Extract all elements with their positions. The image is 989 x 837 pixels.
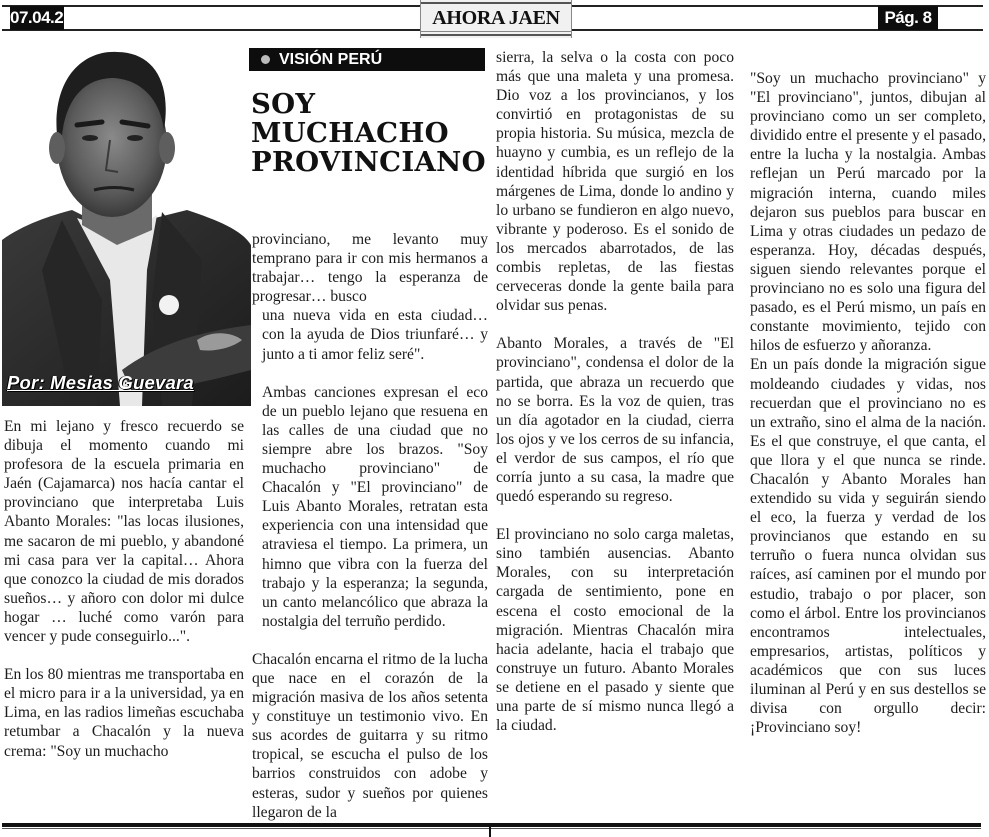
paragraph: provinciano, me levanto muy temprano para ir con mis hermanos a trabajar… tengo la esperanza de progresar… busco (252, 231, 488, 306)
article-column-1 (4, 417, 244, 761)
column-divider-tick (489, 827, 491, 837)
section-label: VISIÓN PERÚ (279, 51, 383, 68)
paragraph: El provinciano no solo carga maletas, sino también ausencias. Abanto Morales, con su interpretación cargada de sentimiento, pone en escena el costo emocional de la migración. Mientras Chacalón mira hacia adelante, hacia el trabajo que construye un futuro. Abanto Morales se detiene en el pasado y siente que una parte de sí mismo nunca llegó a la ciudad. (496, 526, 734, 735)
page-number: Pág. 8 (878, 6, 938, 30)
paragraph: Abanto Morales, a través de "El provinciano", condensa el dolor de la partida, que abraza un recuerdo que no se borra. Es la voz de quien, tras un día agotador en la ciudad, cierra los ojos y ve los cerros de su infancia, el verdor de sus campos, el río que corría junto a su casa, la madre que quedó esperando su regreso. (496, 335, 734, 506)
paragraph: una nueva vida en esta ciudad… con la ayuda de Dios triunfaré… y junto a ti amor feliz seré". (262, 307, 488, 363)
masthead (420, 0, 572, 38)
article-column-3 (496, 48, 734, 735)
article-column-4 (750, 69, 986, 737)
paragraph: En mi lejano y fresco recuerdo se dibuja el momento cuando mi profesora de la escuela primaria en Jaén (Cajamarca) nos hacía cantar el provinciano que interpretaba Luis Abanto Morales: "las locas ilusiones, me sacaron de mi pueblo, y abandoné mi casa para ver la capital… Ahora que conozco la ciudad de mis dorados sueños… y añoro con dolor mi dulce hogar … luché como varón para vencer y pude conseguirlo...". (4, 418, 244, 646)
paragraph: "Soy un muchacho provinciano" y "El provinciano", juntos, dibujan al provinciano como un ser completo, dividido entre el presente y el pasado, entre la lucha y la nostalgia. Ambas reflejan un Perú marcado por la migración interna, cuando miles dejaron sus pueblos para buscar en Lima y otras ciudades un pedazo de esperanza. Hoy, décadas después, siguen siendo relevantes porque el provinciano no es solo una figura del pasado, es el Perú mismo, un país en constante movimiento, tejido con hilos de esfuerzo y añoranza. (750, 70, 986, 355)
paragraph: Ambas canciones expresan el eco de un pueblo lejano que resuena en las calles de una ciudad que no siempre abre los brazos. "Soy muchacho provinciano" de Chacalón y "El provinciano" de Luis Abanto Morales, retratan esta experiencia con una intensidad que atraviesa el tiempo. La primera, un himno que vibra con la fuerza del trabajo y la esperanza; la segunda, un canto melancólico que abraza la nostalgia del terruño perdido. (262, 383, 488, 630)
publication-name: AHORA JAEN (432, 7, 560, 29)
headline-line: MUCHACHO (251, 117, 449, 149)
author-photo (2, 40, 251, 406)
issue-date: 07.04.25 (10, 6, 64, 30)
footer-rule-thin (2, 828, 981, 829)
article-headline (251, 90, 491, 177)
portrait-illustration (2, 40, 251, 406)
section-tag (249, 48, 485, 71)
footer-rule (2, 823, 981, 827)
paragraph: Chacalón encarna el ritmo de la lucha que nace en el corazón de la migración masiva de los años setenta y constituye un testimonio vivo. En sus acordes de guitarra y su ritmo tropical, se escucha el pulso de los barrios construidos con adobe y esteras, sudor y sueños por quienes llegaron de la (252, 650, 488, 821)
masthead-rule (421, 34, 571, 36)
bullet-icon (261, 55, 270, 64)
paragraph: En los 80 mientras me transportaba en el micro para ir a la universidad, ya en Lima, en las radios limeñas escuchaba retumbar a Chacalón y la nueva crema: "Soy un muchacho (4, 666, 244, 760)
paragraph: En un país donde la migración sigue moldeando ciudades y vidas, nos recuerdan que el provinciano no es un extraño, sino el alma de la nación. Es el que construye, el que canta, el que llora y el que nunca se rinde. Chacalón y Abanto Morales han extendido su vida y seguirán siendo el eco, la fuerza y verdad de los provincianos que estando en su terruño o fuera nunca olvidan sus raíces, así caminen por el mundo por estudio, trabajo o por placer, son como el árbol. Entre los provincianos encontramos intelectuales, empresarios, artistas, políticos y académicos que con sus luces iluminan al Perú y en sus destellos se divisa con orgullo decir: ¡Provinciano soy! (750, 356, 986, 737)
headline-line: PROVINCIANO (251, 146, 486, 178)
masthead-rule (421, 2, 571, 4)
article-column-2 (252, 230, 488, 822)
author-byline: Por: Mesias Guevara (7, 372, 194, 393)
lapel-pin (159, 295, 179, 315)
masthead-rule (421, 31, 571, 32)
paragraph: sierra, la selva o la costa con poco más que una maleta y una promesa. Dio voz a los provincianos, y los convirtió en protagonistas de su propia historia. Su música, mezcla de huayno y cumbia, es un reflejo de la identidad híbrida que surgió en los márgenes de Lima, donde lo andino y lo urbano se fundieron en algo nuevo, vibrante y poderoso. Es el sonido de los mercados abarrotados, de las combis repletas, de las fiestas cerveceras donde la gente baila para olvidar sus penas. (496, 49, 734, 315)
headline-line: SOY (251, 88, 316, 120)
